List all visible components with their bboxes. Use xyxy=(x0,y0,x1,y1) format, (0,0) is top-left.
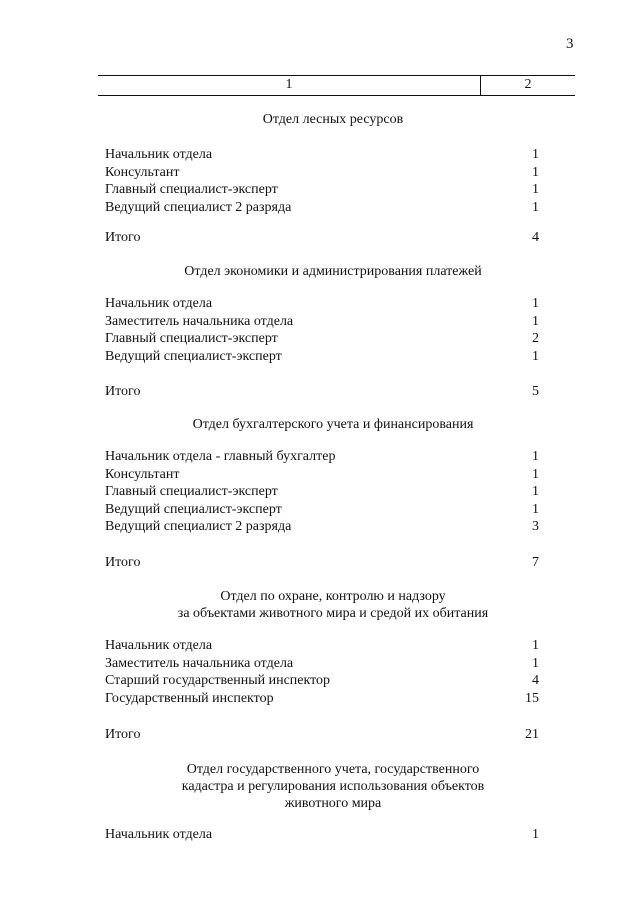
department-title: Отдел государственного учета, государственного xyxy=(186,762,480,777)
total-count: 4 xyxy=(532,230,539,245)
position-row xyxy=(105,182,539,199)
position-count: 1 xyxy=(532,348,539,364)
department-title: Отдел экономики и администрирования платежей xyxy=(184,264,482,279)
position-count: 1 xyxy=(532,164,539,180)
position-count: 1 xyxy=(532,147,539,162)
position-title: Консультант xyxy=(105,164,180,180)
position-row xyxy=(105,673,539,690)
position-title: Начальник отдела xyxy=(105,638,213,653)
department-title: Отдел по охране, контролю и надзору xyxy=(220,589,446,604)
position-title: Консультант xyxy=(105,466,180,482)
position-row xyxy=(105,656,539,673)
total-row xyxy=(105,230,539,247)
position-count: 3 xyxy=(532,519,539,534)
total-count: 5 xyxy=(532,384,539,399)
total-row xyxy=(105,727,539,744)
total-row xyxy=(105,384,539,401)
position-title: Главный специалист-эксперт xyxy=(105,331,278,346)
position-row xyxy=(105,165,539,182)
position-count: 1 xyxy=(532,655,539,671)
total-label: Итого xyxy=(105,230,141,245)
position-title: Государственный инспектор xyxy=(105,690,274,706)
position-title: Старший государственный инспектор xyxy=(105,673,331,688)
column-2-header: 2 xyxy=(524,77,532,92)
position-row xyxy=(105,484,539,501)
position-count: 1 xyxy=(532,199,539,215)
position-count: 15 xyxy=(525,690,539,706)
total-label: Итого xyxy=(105,555,141,570)
column-1-header: 1 xyxy=(285,77,293,92)
position-title: Начальник отдела xyxy=(105,827,213,842)
position-row xyxy=(105,467,539,484)
position-row xyxy=(105,147,539,164)
total-label: Итого xyxy=(105,384,141,399)
position-count: 4 xyxy=(532,673,539,688)
position-count: 1 xyxy=(532,313,539,329)
position-count: 1 xyxy=(532,638,539,653)
position-title: Ведущий специалист 2 разряда xyxy=(105,519,292,534)
position-row xyxy=(105,827,539,844)
position-count: 1 xyxy=(532,296,539,311)
position-title: Начальник отдела - главный бухгалтер xyxy=(105,449,336,464)
position-row xyxy=(105,200,539,217)
position-count: 1 xyxy=(532,827,539,842)
position-title: Главный специалист-эксперт xyxy=(105,484,278,499)
total-label: Итого xyxy=(105,727,141,742)
position-row xyxy=(105,449,539,466)
department-title: Отдел лесных ресурсов xyxy=(262,112,404,127)
position-title: Ведущий специалист 2 разряда xyxy=(105,199,292,215)
position-count: 2 xyxy=(532,331,539,346)
position-title: Начальник отдела xyxy=(105,147,213,162)
position-row xyxy=(105,502,539,519)
position-count: 1 xyxy=(532,501,539,517)
position-row xyxy=(105,638,539,655)
position-row xyxy=(105,314,539,331)
total-row xyxy=(105,555,539,572)
department-title: животного мира xyxy=(284,796,382,811)
position-title: Заместитель начальника отдела xyxy=(105,313,294,329)
position-row xyxy=(105,691,539,708)
position-row xyxy=(105,331,539,348)
table-header xyxy=(98,75,575,96)
page-number: 3 xyxy=(566,36,574,52)
department-title: кадастра и регулирования использования объектов xyxy=(181,779,485,794)
position-row xyxy=(105,296,539,313)
position-count: 1 xyxy=(532,449,539,464)
position-count: 1 xyxy=(532,466,539,482)
position-row xyxy=(105,349,539,366)
position-count: 1 xyxy=(532,484,539,499)
position-row xyxy=(105,519,539,536)
position-count: 1 xyxy=(532,182,539,197)
position-title: Начальник отдела xyxy=(105,296,213,311)
position-title: Заместитель начальника отдела xyxy=(105,655,294,671)
position-title: Ведущий специалист-эксперт xyxy=(105,348,282,364)
department-title: за объектами животного мира и средой их обитания xyxy=(177,606,489,621)
department-title: Отдел бухгалтерского учета и финансирования xyxy=(192,417,474,432)
total-count: 7 xyxy=(532,555,539,570)
position-title: Главный специалист-эксперт xyxy=(105,182,278,197)
total-count: 21 xyxy=(525,727,539,742)
position-title: Ведущий специалист-эксперт xyxy=(105,501,282,517)
